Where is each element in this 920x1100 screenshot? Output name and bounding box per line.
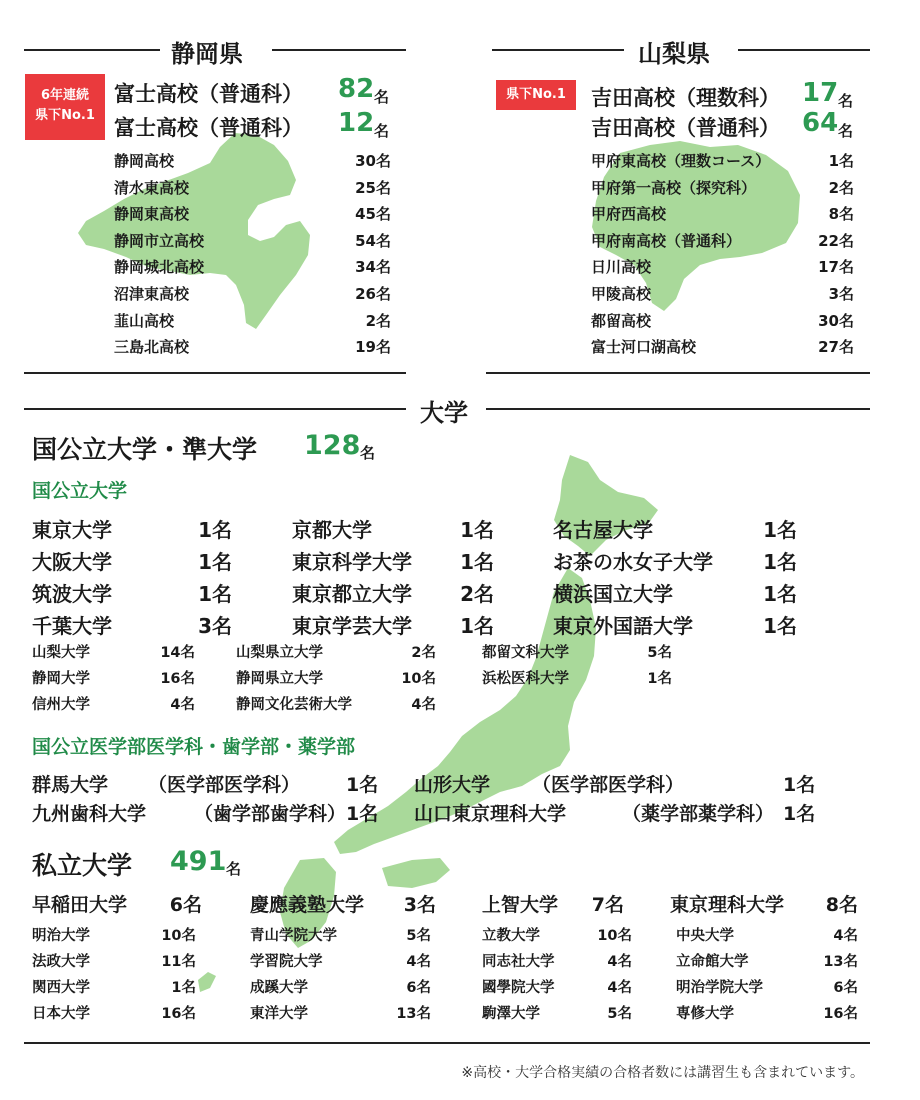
medical-dept: （医学部医学科） <box>532 774 685 796</box>
university-count: 1名 <box>198 582 232 606</box>
university-count: 5名 <box>406 928 431 944</box>
unit: 名 <box>838 92 854 110</box>
university-name: 東京外国語大学 <box>553 614 693 638</box>
school-name: 甲府南高校（普通科） <box>591 231 742 250</box>
school-name: 韮山高校 <box>114 311 175 330</box>
university-count: 3名 <box>403 894 436 916</box>
university-name: 上智大学 <box>482 894 559 916</box>
university-name: 東京学芸大学 <box>292 614 412 638</box>
university-count: 1名 <box>460 550 494 574</box>
university-name: 横浜国立大学 <box>553 582 673 606</box>
university-name: 明治学院大学 <box>676 980 763 996</box>
top-school-name: 富士高校（普通科） <box>114 116 303 140</box>
school-count: 27名 <box>818 338 854 357</box>
national-total: 128 <box>304 430 361 461</box>
university-count: 6名 <box>406 980 431 996</box>
university-name: 東京理科大学 <box>670 894 785 916</box>
top-school-name: 吉田高校（普通科） <box>591 116 780 140</box>
university-name: 東洋大学 <box>250 1006 308 1022</box>
school-name: 三島北高校 <box>114 338 190 357</box>
university-count: 1名 <box>198 550 232 574</box>
university-count: 6名 <box>833 980 858 996</box>
university-count: 1名 <box>763 582 797 606</box>
university-name: 慶應義塾大学 <box>250 894 365 916</box>
university-count: 4名 <box>607 980 632 996</box>
unit: 名 <box>838 122 854 140</box>
university-name: 立命館大学 <box>676 954 749 970</box>
top-school-count: 17 <box>802 78 839 108</box>
university-count: 13名 <box>823 954 858 970</box>
university-name: 駒澤大学 <box>482 1006 540 1022</box>
university-name: 静岡文化芸術大学 <box>236 697 352 713</box>
university-count: 1名 <box>460 518 494 542</box>
university-name: 信州大学 <box>32 697 90 713</box>
university-name: 浜松医科大学 <box>482 671 569 687</box>
medical-count: 1名 <box>783 774 816 796</box>
school-count: 8名 <box>828 205 854 224</box>
university-count: 3名 <box>198 614 232 638</box>
school-count: 30名 <box>818 311 854 330</box>
university-name: 学習院大学 <box>250 954 323 970</box>
footnote: ※高校・大学合格実績の合格者数には講習生も含まれています。 <box>461 1065 864 1081</box>
medical-count: 1名 <box>346 803 379 825</box>
university-count: 13名 <box>396 1006 431 1022</box>
university-name: 専修大学 <box>676 1006 734 1022</box>
university-count: 1名 <box>763 614 797 638</box>
university-name: 山梨大学 <box>32 645 90 661</box>
school-count: 22名 <box>818 231 854 250</box>
university-name: 同志社大学 <box>482 954 555 970</box>
school-count: 34名 <box>355 258 391 277</box>
university-name: 東京科学大学 <box>292 550 412 574</box>
school-name: 沼津東高校 <box>114 285 190 303</box>
school-count: 3名 <box>828 285 854 303</box>
medical-count: 1名 <box>346 774 379 796</box>
university-name: 静岡県立大学 <box>236 671 323 687</box>
university-name: 東京都立大学 <box>292 582 412 606</box>
university-count: 2名 <box>411 645 436 661</box>
medical-dept: （医学部医学科） <box>148 774 301 796</box>
school-count: 30名 <box>355 152 391 170</box>
school-count: 45名 <box>355 205 391 224</box>
university-count: 1名 <box>763 550 797 574</box>
university-name: 法政大学 <box>32 954 90 970</box>
university-count: 5名 <box>647 645 672 661</box>
divider <box>24 408 406 410</box>
university-name: 中央大学 <box>676 928 734 944</box>
private-total: 491 <box>170 846 227 877</box>
school-name: 静岡東高校 <box>114 205 190 224</box>
top-school-count: 82 <box>338 74 375 104</box>
university-name: 立教大学 <box>482 928 540 944</box>
badge-line: 6年連続 <box>40 88 90 103</box>
school-name: 清水東高校 <box>114 178 190 197</box>
university-count: 4名 <box>607 954 632 970</box>
national-heading: 国公立大学・準大学 <box>32 435 258 464</box>
unit: 名 <box>226 860 242 878</box>
divider <box>486 408 870 410</box>
university-count: 16名 <box>161 1006 196 1022</box>
badge-line: 県下No.1 <box>35 108 95 123</box>
university-count: 6名 <box>169 894 202 916</box>
school-name: 甲府東高校（理数コース） <box>591 152 771 170</box>
university-count: 4名 <box>170 697 195 713</box>
medical-name: 九州歯科大学 <box>32 803 147 825</box>
school-name: 静岡高校 <box>114 152 175 170</box>
divider <box>24 372 406 374</box>
top-school-name: 吉田高校（理数科） <box>591 86 780 110</box>
university-name: 都留文科大学 <box>482 645 569 661</box>
divider <box>492 49 624 51</box>
school-count: 2名 <box>828 178 854 197</box>
school-name: 甲府西高校 <box>591 205 667 224</box>
medical-dept: （薬学部薬学科） <box>622 803 775 825</box>
university-name: 静岡大学 <box>32 671 90 687</box>
university-name: 関西大学 <box>32 980 90 996</box>
unit: 名 <box>360 444 376 462</box>
shizuoka-title: 静岡県 <box>171 40 243 68</box>
university-name: 名古屋大学 <box>553 518 653 542</box>
top-school-name: 富士高校（普通科） <box>114 82 303 106</box>
medical-count: 1名 <box>783 803 816 825</box>
divider <box>24 49 160 51</box>
university-count: 4名 <box>833 928 858 944</box>
medical-name: 山形大学 <box>414 774 491 796</box>
school-name: 静岡市立高校 <box>114 231 205 250</box>
university-name: お茶の水女子大学 <box>553 550 713 574</box>
university-count: 4名 <box>411 697 436 713</box>
unit: 名 <box>374 88 390 106</box>
medical-name: 群馬大学 <box>32 774 109 796</box>
university-count: 1名 <box>647 671 672 687</box>
university-count: 16名 <box>823 1006 858 1022</box>
university-name: 青山学院大学 <box>250 928 337 944</box>
university-count: 14名 <box>160 645 195 661</box>
divider <box>738 49 870 51</box>
university-name: 國學院大学 <box>482 980 555 996</box>
school-count: 25名 <box>355 178 391 197</box>
university-count: 1名 <box>763 518 797 542</box>
school-count: 54名 <box>355 231 391 250</box>
university-name: 早稲田大学 <box>32 894 128 916</box>
university-name: 山梨県立大学 <box>236 645 323 661</box>
school-name: 甲府第一高校（探究科） <box>591 178 757 197</box>
university-count: 10名 <box>597 928 632 944</box>
school-name: 富士河口湖高校 <box>591 338 697 357</box>
school-name: 静岡城北高校 <box>114 258 205 277</box>
university-count: 11名 <box>161 954 196 970</box>
medical-heading: 国公立医学部医学科・歯学部・薬学部 <box>32 736 356 758</box>
top-school-count: 64 <box>802 108 839 138</box>
school-count: 17名 <box>818 258 854 277</box>
university-count: 1名 <box>171 980 196 996</box>
university-count: 8名 <box>825 894 858 916</box>
university-name: 成蹊大学 <box>250 980 308 996</box>
university-name: 京都大学 <box>292 518 372 542</box>
divider <box>486 372 870 374</box>
national-subheading: 国公立大学 <box>32 480 128 502</box>
top-school-count: 12 <box>338 108 375 138</box>
school-name: 甲陵高校 <box>591 285 652 303</box>
university-count: 7名 <box>591 894 624 916</box>
school-name: 日川高校 <box>591 258 652 277</box>
university-name: 東京大学 <box>32 518 112 542</box>
university-count: 1名 <box>460 614 494 638</box>
medical-dept: （歯学部歯学科） <box>194 803 347 825</box>
university-count: 16名 <box>160 671 195 687</box>
school-count: 19名 <box>355 338 391 357</box>
divider <box>24 1042 870 1044</box>
medical-name: 山口東京理科大学 <box>414 803 567 825</box>
yamanashi-badge: 県下No.1 <box>496 80 576 110</box>
yamanashi-title: 山梨県 <box>638 40 710 68</box>
divider <box>272 49 406 51</box>
university-name: 筑波大学 <box>32 582 112 606</box>
university-count: 10名 <box>161 928 196 944</box>
unit: 名 <box>374 122 390 140</box>
school-count: 1名 <box>828 152 854 170</box>
university-count: 1名 <box>198 518 232 542</box>
university-count: 2名 <box>460 582 494 606</box>
university-count: 5名 <box>607 1006 632 1022</box>
university-count: 10名 <box>401 671 436 687</box>
private-heading: 私立大学 <box>32 851 133 880</box>
university-name: 千葉大学 <box>32 614 112 638</box>
university-name: 明治大学 <box>32 928 90 944</box>
shizuoka-badge <box>25 74 105 140</box>
university-name: 大阪大学 <box>32 550 112 574</box>
school-name: 都留高校 <box>591 311 652 330</box>
university-count: 4名 <box>406 954 431 970</box>
university-name: 日本大学 <box>32 1006 90 1022</box>
school-count: 2名 <box>365 311 391 330</box>
school-count: 26名 <box>355 285 391 303</box>
university-title: 大学 <box>420 399 468 427</box>
